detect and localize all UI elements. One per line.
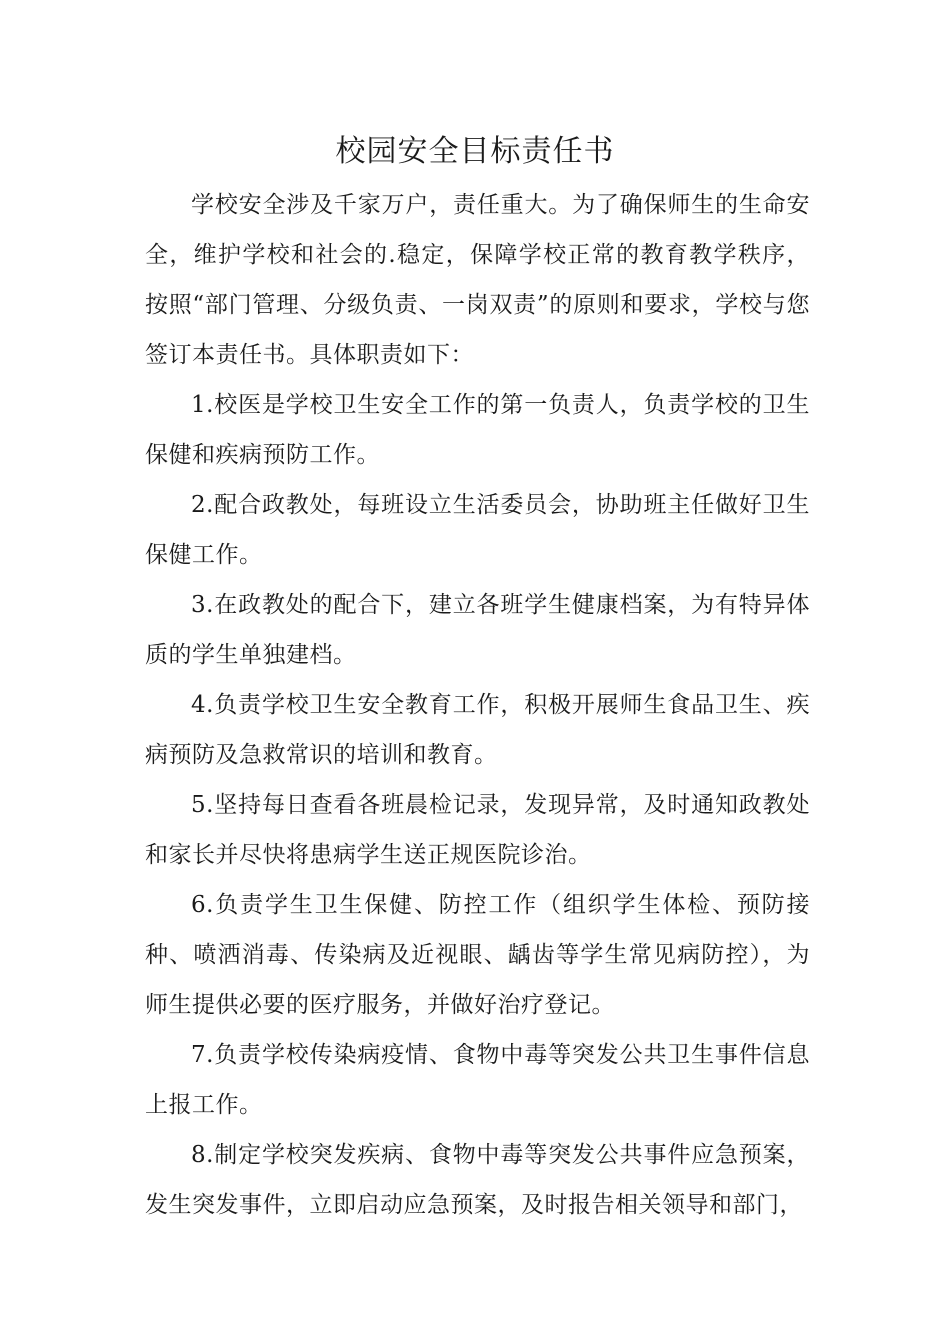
duty-item-3: 3.在政教处的配合下，建立各班学生健康档案，为有特异体质的学生单独建档。: [145, 592, 810, 668]
duty-item-6: 6.负责学生卫生保健、防控工作（组织学生体检、预防接种、喷洒消毒、传染病及近视眼、龋齿等学生常见病防控），为师生提供必要的医疗服务，并做好治疗登记。: [145, 892, 810, 1018]
duty-item-7: 7.负责学校传染病疫情、食物中毒等突发公共卫生事件信息上报工作。: [145, 1042, 810, 1118]
document-body: [145, 180, 810, 1230]
duty-item-5: 5.坚持每日查看各班晨检记录，发现异常，及时通知政教处和家长并尽快将患病学生送正规医院诊治。: [145, 792, 810, 868]
duty-item-8: 8.制定学校突发疾病、食物中毒等突发公共事件应急预案，发生突发事件，立即启动应急预案，及时报告相关领导和部门，: [145, 1142, 810, 1218]
duty-item-1: 1.校医是学校卫生安全工作的第一负责人，负责学校的卫生保健和疾病预防工作。: [145, 392, 810, 468]
document-title: 校园安全目标责任书: [335, 134, 615, 169]
intro-paragraph: 学校安全涉及千家万户，责任重大。为了确保师生的生命安全，维护学校和社会的.稳定，保障学校正常的教育教学秩序，按照“部门管理、分级负责、一岗双责”的原则和要求，学校与您签订本责任书。具体职责如下：: [145, 192, 810, 368]
duty-item-2: 2.配合政教处，每班设立生活委员会，协助班主任做好卫生保健工作。: [145, 492, 810, 568]
duty-item-4: 4.负责学校卫生安全教育工作，积极开展师生食品卫生、疾病预防及急救常识的培训和教育。: [145, 692, 810, 768]
